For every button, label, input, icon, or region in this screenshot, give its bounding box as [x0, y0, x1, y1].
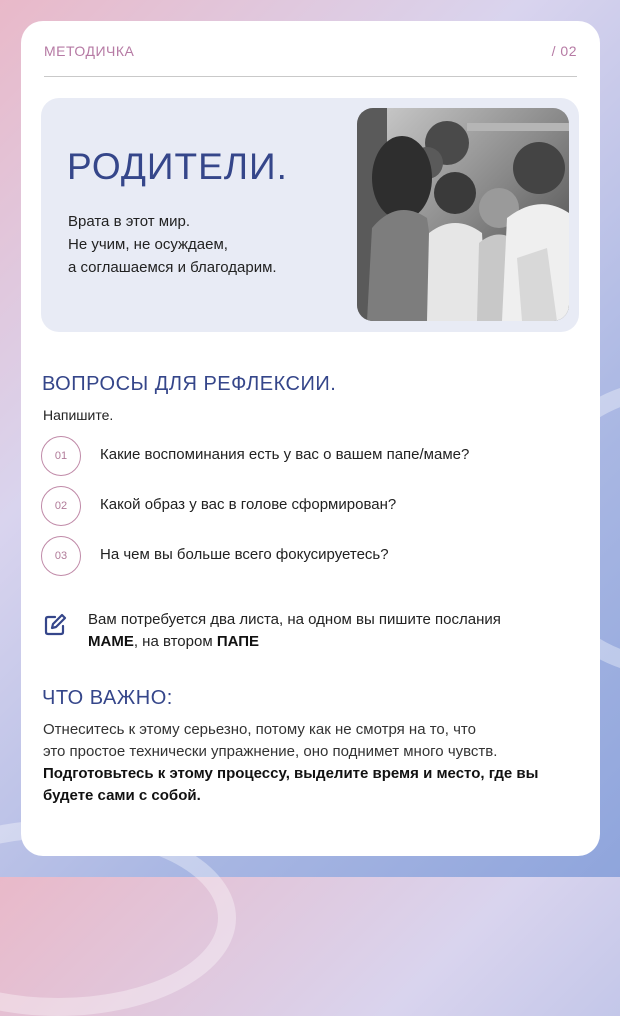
- note-mid: , на втором: [133, 633, 217, 650]
- note-line-2: [88, 631, 501, 653]
- questions-subtitle: Напишите.: [43, 407, 114, 423]
- note-bold-mother: МАМЕ: [88, 633, 134, 650]
- important-title: ЧТО ВАЖНО:: [42, 687, 173, 709]
- hero-panel: [41, 98, 579, 332]
- questions-title: ВОПРОСЫ ДЛЯ РЕФЛЕКСИИ.: [42, 373, 337, 395]
- important-line: Отнеситесь к этому серьезно, потому как не смотря на то, что: [43, 721, 476, 738]
- page-card: [21, 21, 600, 856]
- important-bold-line: будете сами с собой.: [43, 787, 201, 804]
- document-title: МЕТОДИЧКА: [44, 43, 135, 59]
- question-item: [41, 436, 561, 476]
- question-item: [41, 536, 561, 576]
- edit-pencil-icon: [43, 613, 67, 637]
- hero-line: Врата в этот мир.: [68, 213, 190, 230]
- question-number: 01: [41, 436, 81, 476]
- question-text: Какой образ у вас в голове сформирован?: [100, 496, 397, 513]
- important-bold-line: Подготовьтесь к этому процессу, выделите время и место, где вы: [43, 765, 539, 782]
- important-body: [43, 719, 583, 807]
- important-line: это простое технически упражнение, оно поднимет много чувств.: [43, 743, 498, 760]
- question-number: 02: [41, 486, 81, 526]
- page-header: [44, 41, 577, 77]
- question-text: На чем вы больше всего фокусируетесь?: [100, 546, 389, 563]
- question-text: Какие воспоминания есть у вас о вашем папе/маме?: [100, 446, 470, 463]
- page-number: / 02: [551, 43, 577, 59]
- family-photo: [357, 108, 569, 321]
- question-number: 03: [41, 536, 81, 576]
- hero-heading: РОДИТЕЛИ.: [67, 146, 288, 187]
- hero-line: Не учим, не осуждаем,: [68, 236, 228, 253]
- note-bold-father: ПАПЕ: [216, 633, 260, 650]
- note-line: Вам потребуется два листа, на одном вы пишите послания: [88, 611, 501, 628]
- hero-line: а соглашаемся и благодарим.: [68, 259, 277, 276]
- instruction-note: [41, 609, 581, 654]
- question-item: [41, 486, 561, 526]
- note-text: [88, 609, 501, 653]
- hero-text: [68, 210, 277, 279]
